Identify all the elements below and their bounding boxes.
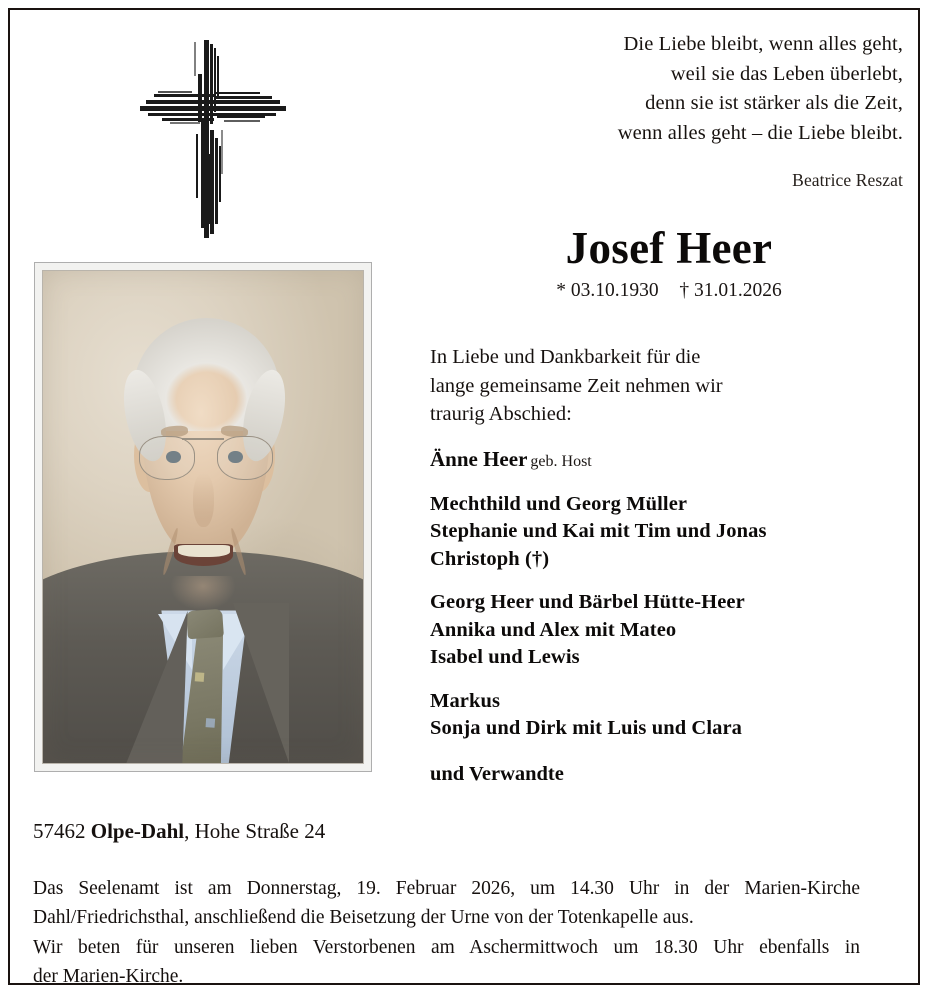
family-line: Markus	[430, 689, 501, 712]
poem-author: Beatrice Reszat	[792, 170, 903, 190]
mouth	[174, 544, 233, 566]
relatives-line: und Verwandte	[430, 762, 564, 785]
intro-line: lange gemeinsame Zeit nehmen wir	[430, 374, 723, 397]
poem-line: weil sie das Leben überlebt,	[670, 62, 903, 85]
poem-line: Die Liebe bleibt, wenn alles geht,	[623, 33, 903, 55]
portrait-photo	[42, 270, 364, 764]
service-line: Wir beten für unseren lieben Verstorbenen am Aschermittwoch um 18.30 Uhr ebenfalls in	[33, 935, 861, 958]
lapel-right	[233, 603, 289, 763]
postal-code: 57462	[33, 819, 86, 843]
glasses-bridge	[182, 438, 224, 440]
address-line	[33, 818, 325, 845]
lens-right	[217, 436, 273, 480]
mourning-text-column	[430, 343, 910, 788]
poem-line: wenn alles geht – die Liebe bleibt.	[617, 121, 903, 144]
death-symbol: †	[679, 280, 690, 301]
family-line: Mechthild und Georg Müller	[430, 492, 688, 515]
service-line: Das Seelenamt ist am Donnerstag, 19. Februar 2026, um 14.30 Uhr in der Marien-Kirche	[33, 877, 861, 899]
service-line: Dahl/Friedrichsthal, anschließend die Beisetzung der Urne von der Totenkapelle aus.	[33, 906, 694, 929]
deceased-name: Josef Heer	[565, 223, 773, 273]
life-dates	[430, 279, 908, 303]
intro-line: In Liebe und Dankbarkeit für die	[430, 346, 701, 368]
chin	[171, 576, 235, 610]
birth-symbol: *	[556, 280, 566, 301]
christian-cross-icon	[118, 34, 298, 244]
teeth	[178, 545, 230, 558]
family-line: Stephanie und Kai mit Tim und Jonas	[430, 520, 767, 542]
intro-line: traurig Abschied:	[430, 403, 572, 425]
family-line: Sonja und Dirk mit Luis und Clara	[430, 717, 743, 739]
family-line: Annika und Alex mit Mateo	[430, 618, 677, 641]
spouse-line	[430, 446, 910, 475]
necktie-knot	[186, 608, 224, 638]
service-line: der Marien-Kirche.	[33, 965, 184, 988]
spouse-name: Änne Heer	[430, 446, 528, 471]
nose	[193, 473, 214, 527]
city-name: Olpe-Dahl	[90, 819, 185, 843]
family-line: Isabel und Lewis	[430, 646, 580, 668]
deceased-name-block	[430, 222, 908, 303]
death-date: 31.01.2026	[694, 280, 782, 301]
intro-text	[430, 343, 910, 429]
family-line: Georg Heer und Bärbel Hütte-Heer	[430, 591, 745, 613]
family-line: Christoph (†)	[430, 547, 550, 570]
service-details	[33, 874, 860, 992]
family-group	[430, 491, 910, 574]
portrait-photo-frame	[34, 262, 372, 772]
memorial-poem	[433, 30, 903, 191]
street-address: , Hohe Straße 24	[184, 819, 326, 843]
lapel-left	[127, 611, 188, 763]
poem-line: denn sie ist stärker als die Zeit,	[645, 92, 903, 114]
lens-left	[139, 436, 195, 480]
family-group	[430, 589, 910, 672]
family-group	[430, 688, 910, 743]
birth-date: 03.10.1930	[570, 280, 659, 301]
spouse-maiden-name: geb. Host	[530, 452, 592, 470]
